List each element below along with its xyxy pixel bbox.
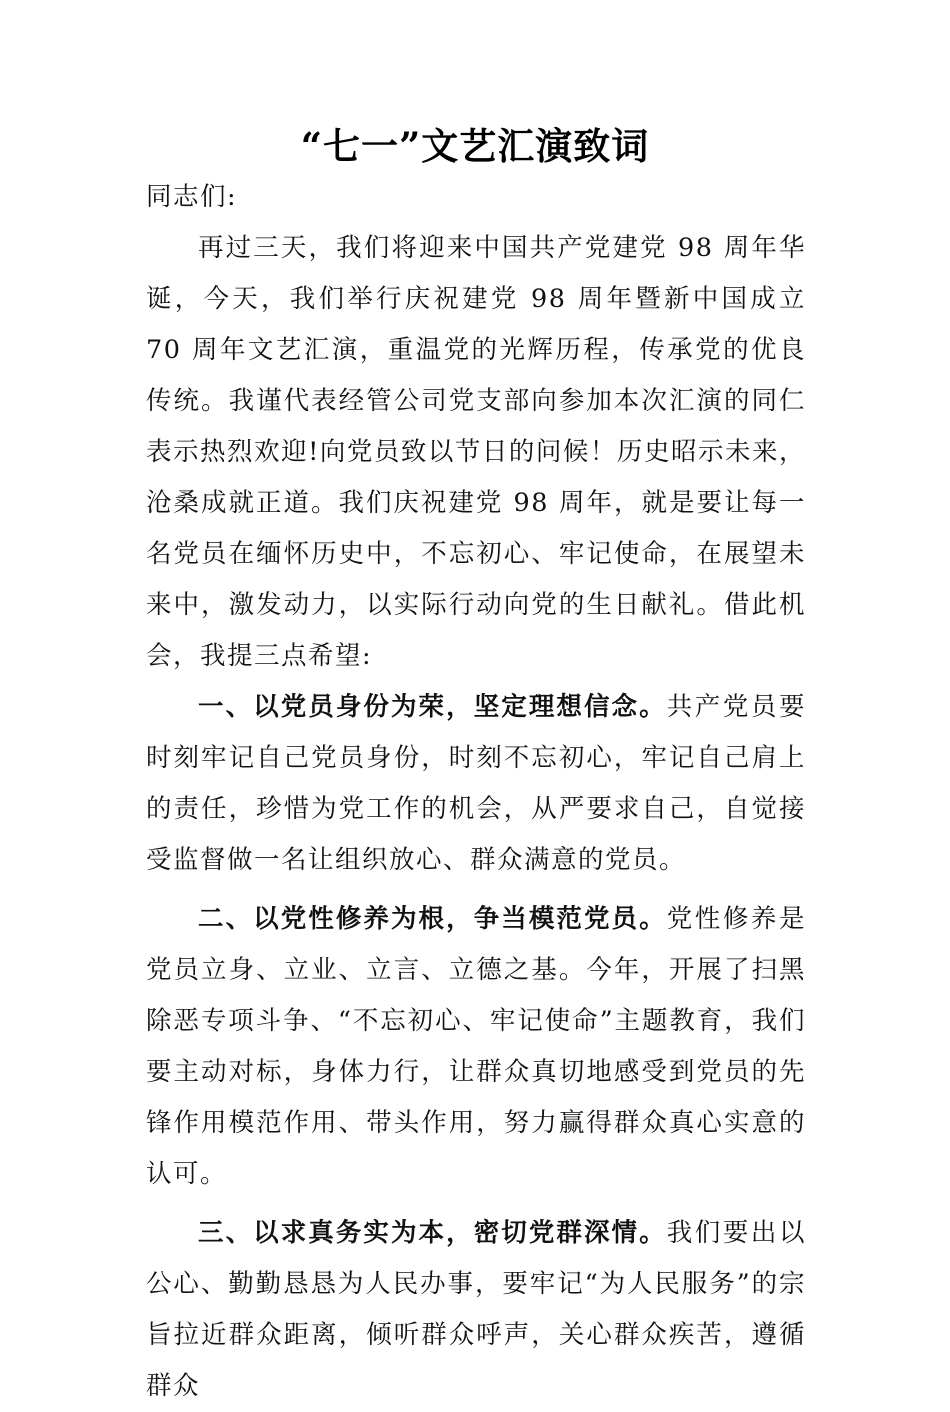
- paragraph-point-three: [146, 1208, 806, 1412]
- paragraph-text: 党性修养是党员立身、立业、立言、立德之基。今年，开展了扫黑除恶专项斗争、“不忘初心、牢记使命”主题教育，我们要主动对标，身体力行，让群众真切地感受到党员的先锋作用模范作用、带头作用，努力赢得群众真心实意的认可。: [146, 904, 806, 1189]
- document-title: “七一”文艺汇演致词: [300, 124, 650, 168]
- paragraph-lead: 二、以党性修养为根，争当模范党员。: [198, 904, 667, 934]
- paragraph-text: 共产党员要时刻牢记自己党员身份，时刻不忘初心，牢记自己肩上的责任，珍惜为党工作的机会，从严要求自己，自觉接受监督做一名让组织放心、群众满意的党员。: [146, 692, 806, 875]
- salutation: 同志们:: [146, 182, 238, 212]
- document-body: [146, 172, 806, 1412]
- paragraph-text: 再过三天，我们将迎来中国共产党建党 98 周年华诞，今天，我们举行庆祝建党 98 周年暨新中国成立 70 周年文艺汇演，重温党的光辉历程，传承党的优良传统。我谨代表经管公司党支部向参加本次汇演的同仁表示热烈欢迎!向党员致以节日的问候！历史昭示未来，沧桑成就正道。我们庆祝建党 98 周年，就是要让每一名党员在缅怀历史中，不忘初心、牢记使命，在展望未来中，激发动力，以实际行动向党的生日献礼。借此机会，我提三点希望:: [146, 233, 806, 671]
- paragraph-point-one: [146, 682, 806, 886]
- paragraph-text: 我们要出以公心、勤勤恳恳为人民办事，要牢记“为人民服务”的宗旨拉近群众距离，倾听群众呼声，关心群众疾苦，遵循群众: [146, 1218, 806, 1401]
- paragraph-point-two: [146, 894, 806, 1200]
- paragraph-lead: 三、以求真务实为本，密切党群深情。: [198, 1218, 667, 1248]
- paragraph-lead: 一、以党员身份为荣，坚定理想信念。: [198, 692, 667, 722]
- paragraph-intro: [146, 223, 806, 682]
